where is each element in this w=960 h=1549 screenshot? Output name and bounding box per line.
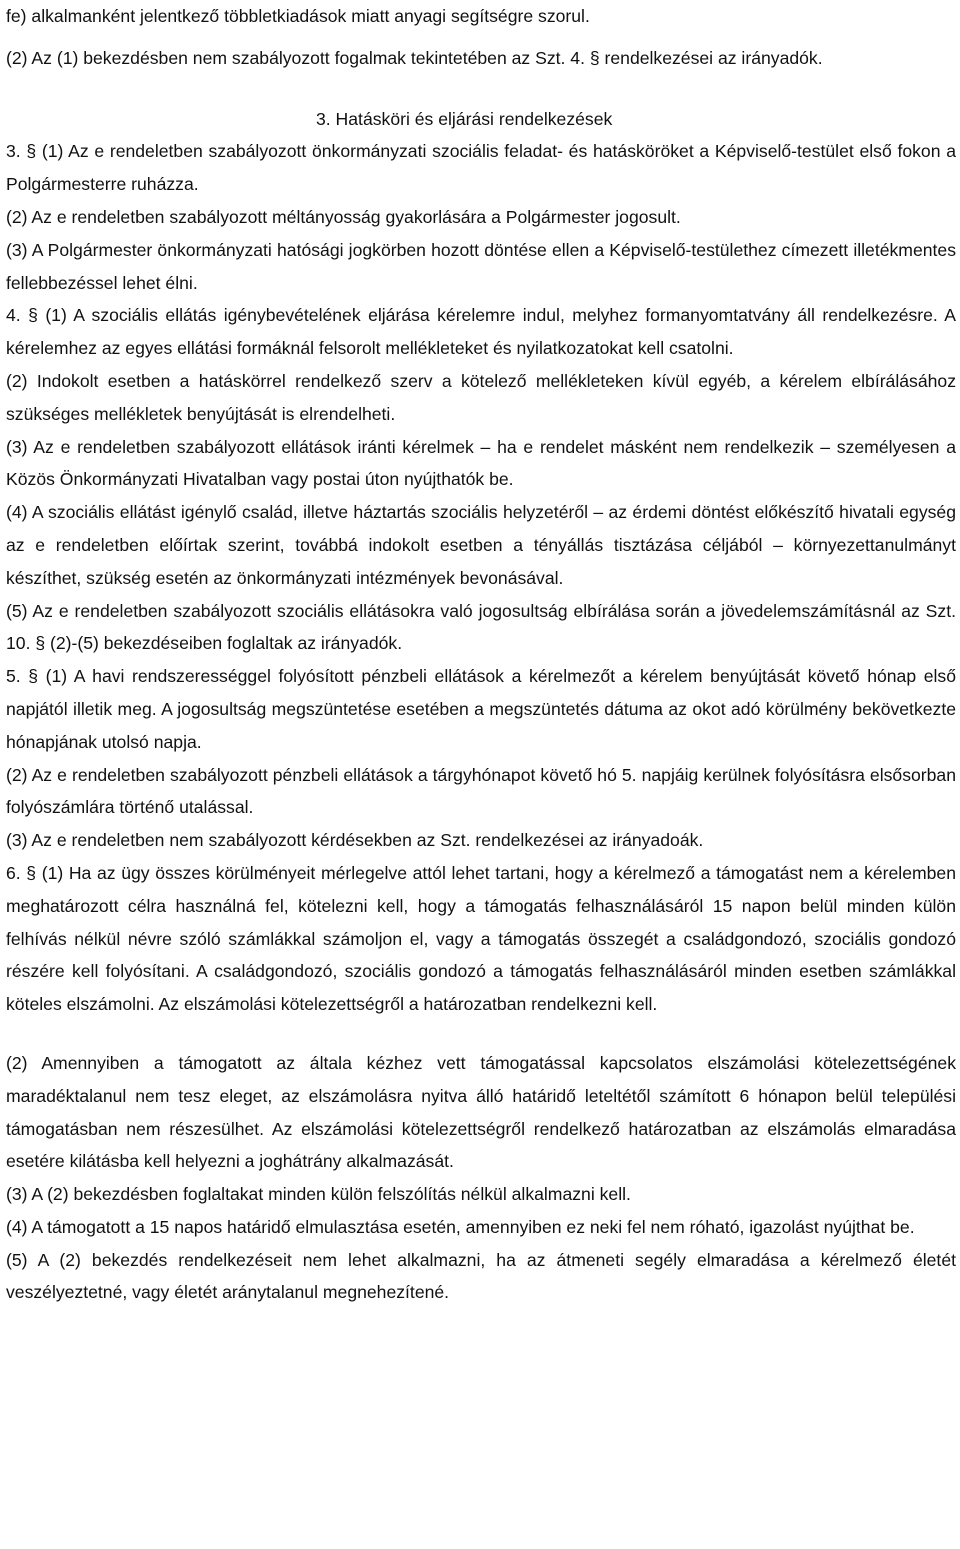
paragraph-3-2: (2) Az e rendeletben szabályozott méltányosság gyakorlására a Polgármester jogosult.	[6, 206, 681, 227]
paragraph-4-5: (5) Az e rendeletben szabályozott szociális ellátásokra való jogosultság elbírálása során a jövedelemszámításnál az Szt. 10. § (2)-(5) bekezdéseiben foglaltak az irányadók.	[6, 600, 956, 654]
document-page	[6, 0, 956, 1309]
paragraph-item-fe: fe) alkalmanként jelentkező többletkiadások miatt anyagi segítségre szorul.	[6, 6, 590, 26]
paragraph-3-1: 3. § (1) Az e rendeletben szabályozott önkormányzati szociális feladat- és hatásköröket a Képviselő-testület első fokon a Polgármesterre ruházza.	[6, 141, 956, 195]
paragraph-2-2: (2) Az (1) bekezdésben nem szabályozott fogalmak tekintetében az Szt. 4. § rendelkezései az irányadók.	[6, 47, 823, 68]
paragraph-3-3: (3) A Polgármester önkormányzati hatósági jogkörben hozott döntése ellen a Képviselő-testülethez címezett illetékmentes fellebbezéssel lehet élni.	[6, 239, 956, 293]
paragraph-6-4: (4) A támogatott a 15 napos határidő elmulasztása esetén, amennyiben ez neki fel nem róható, igazolást nyújthat be.	[6, 1216, 915, 1237]
paragraph-6-1: 6. § (1) Ha az ügy összes körülményeit mérlegelve attól lehet tartani, hogy a kérelmező a támogatást nem a kérelemben meghatározott célra használná fel, kötelezni kell, hogy a támogatás felhasználásáról 15 napon belül minden külön felhívás nélkül névre szóló számlákkal számoljon el, vagy a támogatás összegét a családgondozó, szociális gondozó részére kell folyósítani. A családgondozó, szociális gondozó a támogatás felhasználásáról minden esetben számlákkal köteles elszámolni. Az elszámolási kötelezettségről a határozatban rendelkezni kell.	[6, 862, 956, 1015]
paragraph-6-5: (5) A (2) bekezdés rendelkezéseit nem lehet alkalmazni, ha az átmeneti segély elmaradása a kérelmező életét veszélyeztetné, vagy életét aránytalanul megnehezítené.	[6, 1249, 956, 1303]
paragraph-5-1: 5. § (1) A havi rendszerességgel folyósított pénzbeli ellátások a kérelmezőt a kérelem benyújtását követő hónap első napjától illetik meg. A jogosultság megszüntetése esetében a megszüntetés dátuma az okot adó körülmény bekövetkezte hónapjának utolsó napja.	[6, 666, 956, 752]
paragraph-5-3: (3) Az e rendeletben nem szabályozott kérdésekben az Szt. rendelkezései az irányadoák.	[6, 830, 704, 851]
paragraph-6-3: (3) A (2) bekezdésben foglaltakat minden külön felszólítás nélkül alkalmazni kell.	[6, 1184, 631, 1205]
paragraph-4-1: 4. § (1) A szociális ellátás igénybevételének eljárása kérelemre indul, melyhez formanyomtatvány áll rendelkezésre. A kérelemhez az egyes ellátási formáknál felsorolt mellékleteket és nyilatkozatokat kell csatolni.	[6, 305, 956, 359]
section-heading: 3. Hatásköri és eljárási rendelkezések	[316, 108, 613, 129]
paragraph-4-3: (3) Az e rendeletben szabályozott ellátások iránti kérelmek – ha e rendelet másként nem rendelkezik – személyesen a Közös Önkormányzati Hivatalban vagy postai úton nyújthatók be.	[6, 436, 956, 490]
paragraph-5-2: (2) Az e rendeletben szabályozott pénzbeli ellátások a tárgyhónapot követő hó 5. napjáig kerülnek folyósításra elsősorban folyószámlára történő utalással.	[6, 764, 956, 818]
paragraph-4-2: (2) Indokolt esetben a hatáskörrel rendelkező szerv a kötelező mellékleteken kívül egyéb, a kérelem elbírálásához szükséges mellékletek benyújtását is elrendelheti.	[6, 370, 956, 424]
paragraph-6-2: (2) Amennyiben a támogatott az általa kézhez vett támogatással kapcsolatos elszámolási kötelezettségének maradéktalanul nem tesz eleget, az elszámolásra nyitva álló határidő leteltétől számított 6 hónapon belül települési támogatásban nem részesülhet. Az elszámolási kötelezettségről rendelkező határozatban az elszámolás elmaradása esetére kilátásba kell helyezni a joghátrány alkalmazását.	[6, 1052, 956, 1172]
paragraph-4-4: (4) A szociális ellátást igénylő család, illetve háztartás szociális helyzetéről – az érdemi döntést előkészítő hivatali egység az e rendeletben előírtak szerint, továbbá indokolt esetben a tényállás tisztázása céljából – környezettanulmányt készíthet, szükség esetén az önkormányzati intézmények bevonásával.	[6, 502, 956, 588]
